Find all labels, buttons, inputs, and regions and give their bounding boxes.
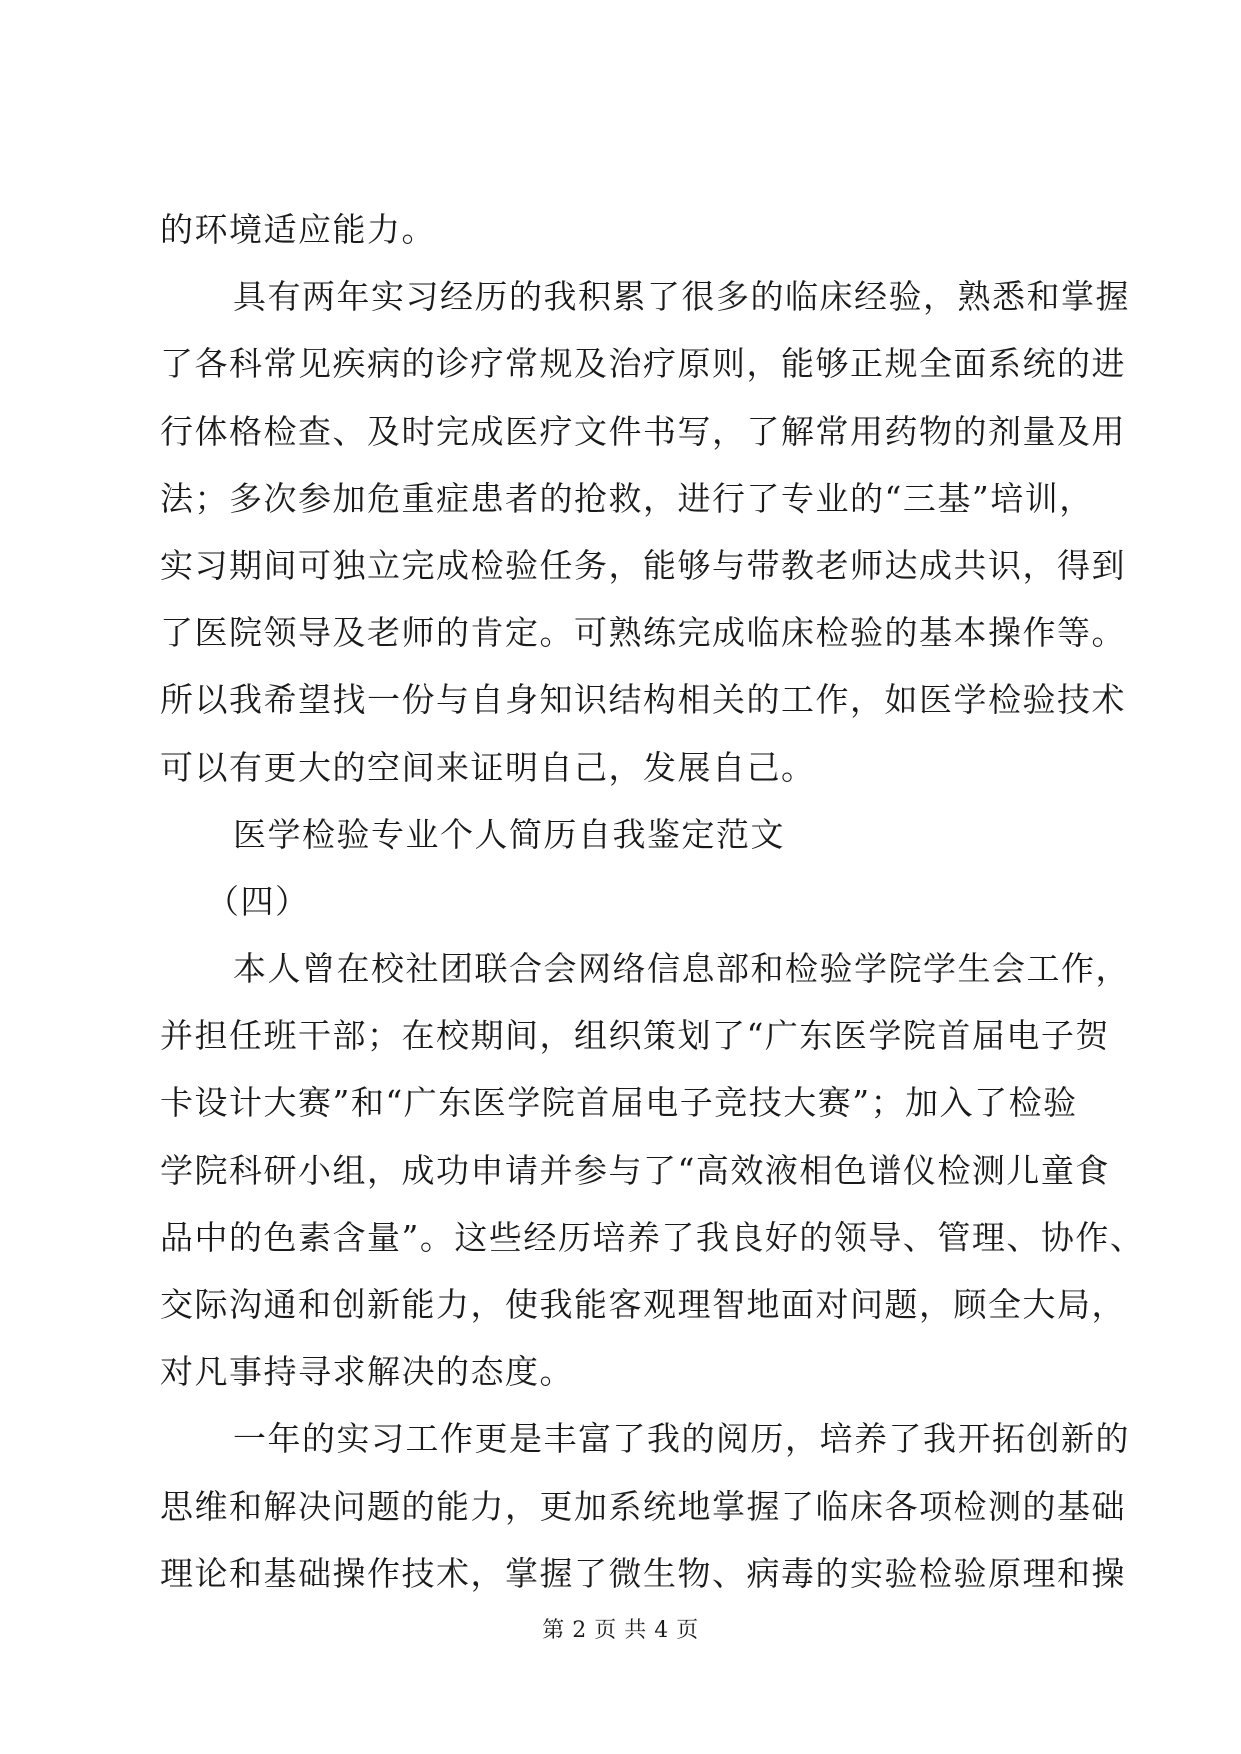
text-line: 思维和解决问题的能力，更加系统地掌握了临床各项检测的基础 (160, 1486, 1126, 1526)
text-line: 品中的色素含量”。这些经历培养了我良好的领导、管理、协作、 (160, 1217, 1145, 1257)
text-line: 了医院领导及老师的肯定。可熟练完成临床检验的基本操作等。 (160, 613, 1126, 653)
text-line: 所以我希望找一份与自身知识结构相关的工作，如医学检验技术 (160, 680, 1126, 720)
text-line: 交际沟通和创新能力，使我能客观理智地面对问题，顾全大局， (160, 1285, 1126, 1324)
section-heading: 医学检验专业个人简历自我鉴定范文 (233, 814, 785, 854)
text-line: 并担任班干部；在校期间，组织策划了“广东医学院首届电子贺 (160, 1016, 1110, 1056)
text-line: 理论和基础操作技术，掌握了微生物、病毒的实验检验原理和操 (160, 1553, 1126, 1593)
text-line: 的环境适应能力。 (160, 210, 436, 249)
text-line: 对凡事持寻求解决的态度。 (160, 1352, 574, 1392)
text-line: 实习期间可独立完成检验任务，能够与带教老师达成共识，得到 (160, 545, 1126, 585)
text-line: 可以有更大的空间来证明自己，发展自己。 (160, 747, 816, 787)
text-line: 了各科常见疾病的诊疗常规及治疗原则，能够正规全面系统的进 (160, 344, 1126, 384)
text-line: 学院科研小组，成功申请并参与了“高效液相色谱仪检测儿童食 (160, 1150, 1110, 1190)
document-body (160, 196, 1145, 1607)
text-line: 法；多次参加危重症患者的抢救，进行了专业的“三基”培训， (160, 478, 1094, 518)
text-line: 本人曾在校社团联合会网络信息部和检验学院学生会工作， (233, 949, 1130, 989)
text-line: 行体格检查、及时完成医疗文件书写，了解常用药物的剂量及用 (160, 411, 1126, 451)
text-line: 卡设计大赛”和“广东医学院首届电子竞技大赛”；加入了检验 (160, 1083, 1078, 1123)
text-line: 一年的实习工作更是丰富了我的阅历，培养了我开拓创新的 (233, 1419, 1130, 1459)
text-line: 具有两年实习经历的我积累了很多的临床经验，熟悉和掌握 (233, 277, 1130, 317)
section-number: （四） (206, 881, 310, 921)
page-number-footer: 第 2 页 共 4 页 (542, 1618, 699, 1643)
